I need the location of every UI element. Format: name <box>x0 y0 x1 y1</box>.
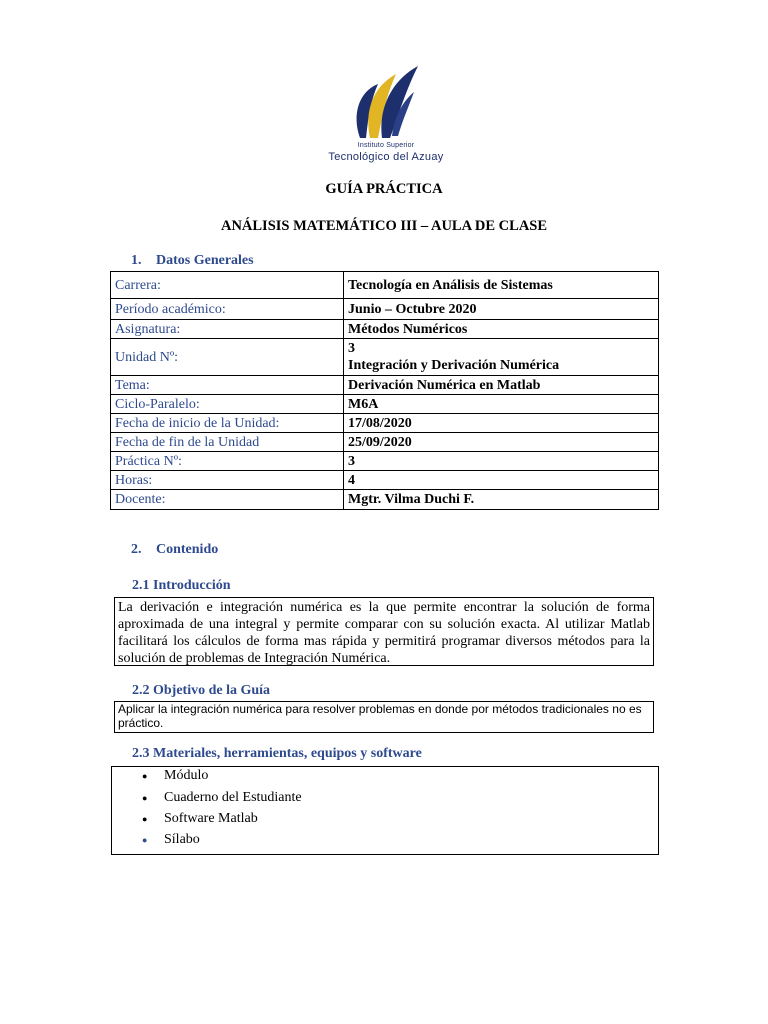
table-row <box>111 395 659 414</box>
objective-text: Aplicar la integración numérica para resolver problemas en donde por métodos tradicionales no es práctico. <box>114 701 654 733</box>
row-value: M6A <box>344 395 659 414</box>
row-value <box>344 339 659 376</box>
row-label: Práctica Nº: <box>111 452 344 471</box>
row-label: Carrera: <box>111 272 344 299</box>
materials-list-box <box>111 766 659 855</box>
institute-logo <box>312 64 460 166</box>
table-row <box>111 433 659 452</box>
table-row <box>111 272 659 299</box>
section-label: Contenido <box>156 542 219 557</box>
list-item <box>142 811 258 827</box>
table-row <box>111 339 659 376</box>
row-value: 25/09/2020 <box>344 433 659 452</box>
objective-heading: 2.2 Objetivo de la Guía <box>132 683 271 698</box>
row-value: Derivación Numérica en Matlab <box>344 376 659 395</box>
list-item-label: Módulo <box>164 768 209 783</box>
intro-heading: 2.1 Introducción <box>132 578 231 593</box>
section-label: Datos Generales <box>156 253 254 268</box>
row-value: Junio – Octubre 2020 <box>344 299 659 320</box>
logo-title: Tecnológico del Azuay <box>328 151 444 163</box>
document-title: GUÍA PRÁCTICA <box>325 181 443 197</box>
section-number: 2. <box>131 542 142 557</box>
row-label: Fecha de inicio de la Unidad: <box>111 414 344 433</box>
table-row <box>111 490 659 510</box>
materials-heading: 2.3 Materiales, herramientas, equipos y software <box>132 746 422 761</box>
table-row <box>111 452 659 471</box>
logo-subtitle: Instituto Superior <box>357 142 415 149</box>
unit-number: 3 <box>348 341 355 356</box>
row-label: Unidad Nº: <box>111 339 344 376</box>
bullet-icon: ● <box>142 814 148 824</box>
bullet-icon: ● <box>142 793 148 803</box>
row-label: Horas: <box>111 471 344 490</box>
general-data-table <box>110 271 659 510</box>
list-item <box>142 790 302 806</box>
row-value: Mgtr. Vilma Duchi F. <box>344 490 659 510</box>
row-label: Tema: <box>111 376 344 395</box>
table-row <box>111 299 659 320</box>
list-item <box>142 832 200 848</box>
row-label: Período académico: <box>111 299 344 320</box>
list-item-label: Software Matlab <box>164 811 258 826</box>
list-item-label: Cuaderno del Estudiante <box>164 790 302 805</box>
row-label: Docente: <box>111 490 344 510</box>
row-value: Tecnología en Análisis de Sistemas <box>344 272 659 299</box>
list-item <box>142 768 209 784</box>
section-number: 1. <box>131 253 142 268</box>
table-row <box>111 471 659 490</box>
row-value: 17/08/2020 <box>344 414 659 433</box>
table-row <box>111 320 659 339</box>
document-subtitle: ANÁLISIS MATEMÁTICO III – AULA DE CLASE <box>220 218 548 234</box>
row-label: Ciclo-Paralelo: <box>111 395 344 414</box>
row-label: Fecha de fin de la Unidad <box>111 433 344 452</box>
bullet-icon: ● <box>142 771 148 781</box>
list-item-label: Sílabo <box>164 832 200 847</box>
bullet-icon: ● <box>142 835 148 845</box>
feather-logo-icon <box>348 64 424 142</box>
section-contenido <box>131 542 218 558</box>
row-value: Métodos Numéricos <box>344 320 659 339</box>
intro-text: La derivación e integración numérica es la que permite encontrar la solución de forma aproximada de una integral y permite comparar con su solución exacta. Al utilizar Matlab facilitará los cálculos de forma mas rápida y permitirá programar diversos métodos para la solución de problemas de Integración Numérica. <box>114 597 654 666</box>
unit-name: Integración y Derivación Numérica <box>348 358 560 373</box>
section-datos-generales <box>131 253 254 269</box>
table-row <box>111 376 659 395</box>
table-row <box>111 414 659 433</box>
row-value: 3 <box>344 452 659 471</box>
row-label: Asignatura: <box>111 320 344 339</box>
row-value: 4 <box>344 471 659 490</box>
